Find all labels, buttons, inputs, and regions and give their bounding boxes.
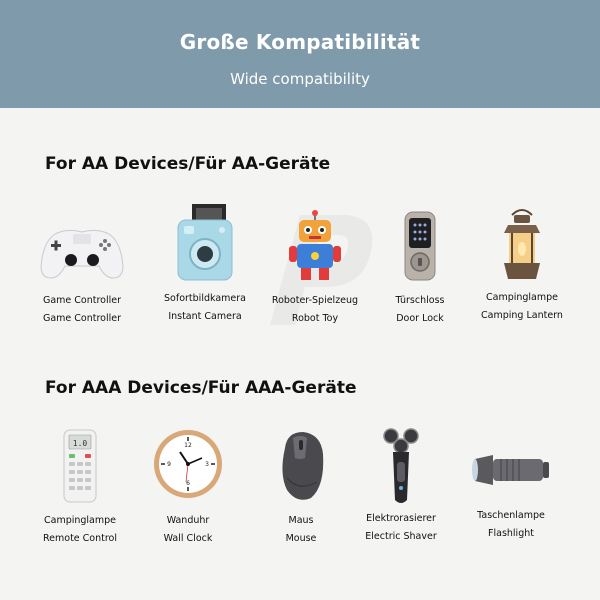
aaa-item-mouse bbox=[246, 428, 356, 548]
aaa-item-flashlight bbox=[456, 445, 566, 543]
aa-item-camping-lantern bbox=[467, 205, 577, 325]
instant-camera-icon bbox=[170, 200, 240, 284]
electric-shaver-icon bbox=[379, 424, 423, 506]
wall-clock-icon bbox=[152, 428, 224, 500]
aaa-item-remote-control bbox=[25, 428, 135, 548]
item-label-en: Wall Clock bbox=[163, 533, 213, 544]
remote-display-text: 1.0 bbox=[72, 439, 88, 448]
page-subtitle: Wide compatibility bbox=[230, 70, 370, 88]
svg-text:12: 12 bbox=[184, 442, 192, 449]
svg-text:3: 3 bbox=[205, 461, 209, 468]
page-title: Große Kompatibilität bbox=[179, 30, 421, 54]
item-label-en: Instant Camera bbox=[168, 311, 242, 322]
aaa-item-wall-clock bbox=[133, 428, 243, 548]
item-label-de: Elektrorasierer bbox=[366, 513, 436, 524]
item-label-de: Wanduhr bbox=[166, 515, 210, 526]
svg-text:9: 9 bbox=[167, 461, 171, 468]
item-label-de: Campinglampe bbox=[43, 515, 117, 526]
item-label-en: Robot Toy bbox=[291, 313, 339, 324]
item-label-de: Taschenlampe bbox=[477, 510, 545, 521]
aaa-section-title: For AAA Devices/Für AAA-Geräte bbox=[45, 378, 357, 398]
item-label-de: Roboter-Spielzeug bbox=[271, 295, 359, 306]
aa-section-title: For AA Devices/Für AA-Geräte bbox=[45, 154, 331, 174]
aa-item-game-controller bbox=[27, 222, 137, 328]
item-label-de: Sofortbildkamera bbox=[164, 293, 246, 304]
item-label-en: Flashlight bbox=[488, 528, 534, 539]
header-banner bbox=[0, 0, 600, 108]
item-label-de: Maus bbox=[288, 515, 314, 526]
item-label-de: Game Controller bbox=[42, 295, 122, 306]
aaa-item-electric-shaver bbox=[346, 424, 456, 546]
flashlight-icon bbox=[471, 445, 551, 495]
item-label-en: Game Controller bbox=[42, 313, 122, 324]
aa-item-door-lock bbox=[365, 210, 475, 328]
item-label-en: Electric Shaver bbox=[365, 531, 437, 542]
aa-item-instant-camera bbox=[150, 200, 260, 326]
camping-lantern-icon bbox=[494, 205, 550, 285]
game-controller-icon bbox=[37, 222, 127, 284]
item-label-de: Türschloss bbox=[395, 295, 445, 306]
item-label-en: Mouse bbox=[285, 533, 317, 544]
aa-item-robot-toy bbox=[260, 210, 370, 328]
item-label-de: Campinglampe bbox=[485, 292, 559, 303]
item-label-en: Remote Control bbox=[42, 533, 117, 544]
remote-control-icon bbox=[60, 428, 100, 504]
item-label-en: Door Lock bbox=[396, 313, 444, 324]
mouse-icon bbox=[271, 428, 331, 504]
item-label-en: Camping Lantern bbox=[481, 310, 563, 321]
door-lock-icon bbox=[395, 210, 445, 284]
robot-toy-icon bbox=[285, 210, 345, 284]
svg-text:6: 6 bbox=[186, 480, 190, 487]
